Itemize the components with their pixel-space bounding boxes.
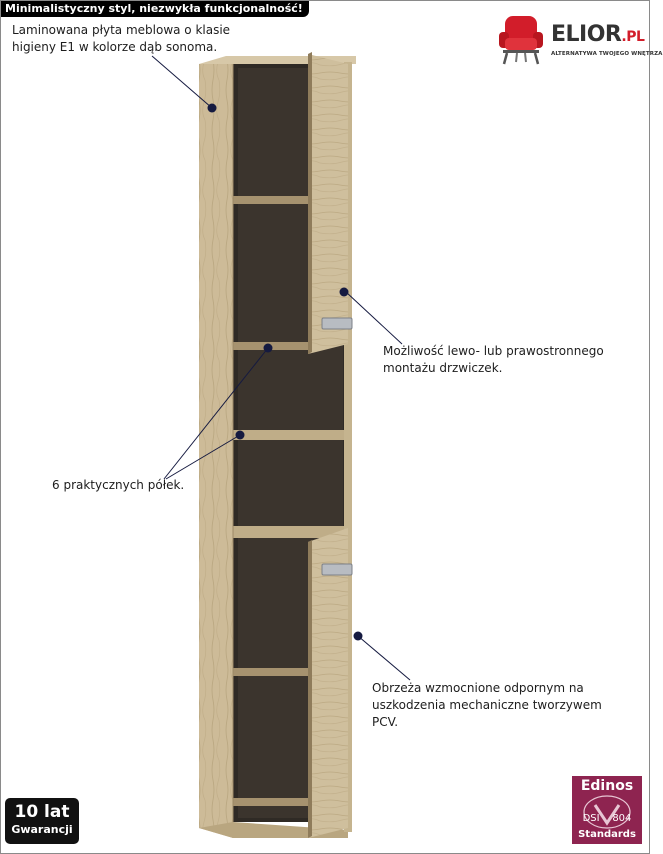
- shelf: [233, 430, 348, 440]
- leader-dot: [236, 431, 245, 440]
- leader-dot: [340, 288, 349, 297]
- upper-door: [308, 54, 348, 354]
- standards-label: Standards: [578, 829, 636, 840]
- page-title: Minimalistyczny styl, niezwykła funkcjonalność!: [1, 1, 309, 17]
- standards-code-right: 804: [612, 813, 632, 824]
- brand-tagline: ALTERNATYWA TWOJEGO WNĘTRZA: [551, 51, 663, 57]
- standards-code-left: DSI: [582, 813, 600, 824]
- standards-code: [572, 813, 642, 824]
- brand-name-main: ELIOR: [551, 22, 622, 47]
- standards-brand: Edinos: [580, 778, 634, 794]
- leader-dot: [264, 344, 273, 353]
- shelf: [233, 196, 312, 204]
- shelf: [233, 798, 312, 806]
- leader-edges: [358, 636, 410, 680]
- leader-dot: [354, 632, 363, 641]
- cabinet-side-panel: [199, 64, 233, 838]
- lower-door-handle: [322, 564, 352, 575]
- upper-door-handle: [322, 318, 352, 329]
- shelf: [233, 668, 312, 676]
- warranty-badge: [5, 798, 79, 844]
- brand-name-suffix: .PL: [621, 29, 645, 45]
- callout-shelves: 6 praktycznych półek.: [52, 478, 185, 492]
- leader-dot: [208, 104, 217, 113]
- callout-edges: Obrzeża wzmocnione odpornym na uszkodzenia mechaniczne tworzywem PCV.: [372, 681, 602, 729]
- warranty-years: 10 lat: [14, 802, 70, 822]
- callout-laminate: Laminowana płyta meblowa o klasie higieny E1 w kolorze dąb sonoma.: [12, 23, 231, 54]
- shelf: [233, 342, 312, 350]
- warranty-label: Gwarancji: [11, 823, 73, 836]
- callout-door: Możliwość lewo- lub prawostronnego montażu drzwiczek.: [383, 344, 604, 375]
- standards-badge: [572, 776, 642, 844]
- leader-door: [346, 292, 402, 344]
